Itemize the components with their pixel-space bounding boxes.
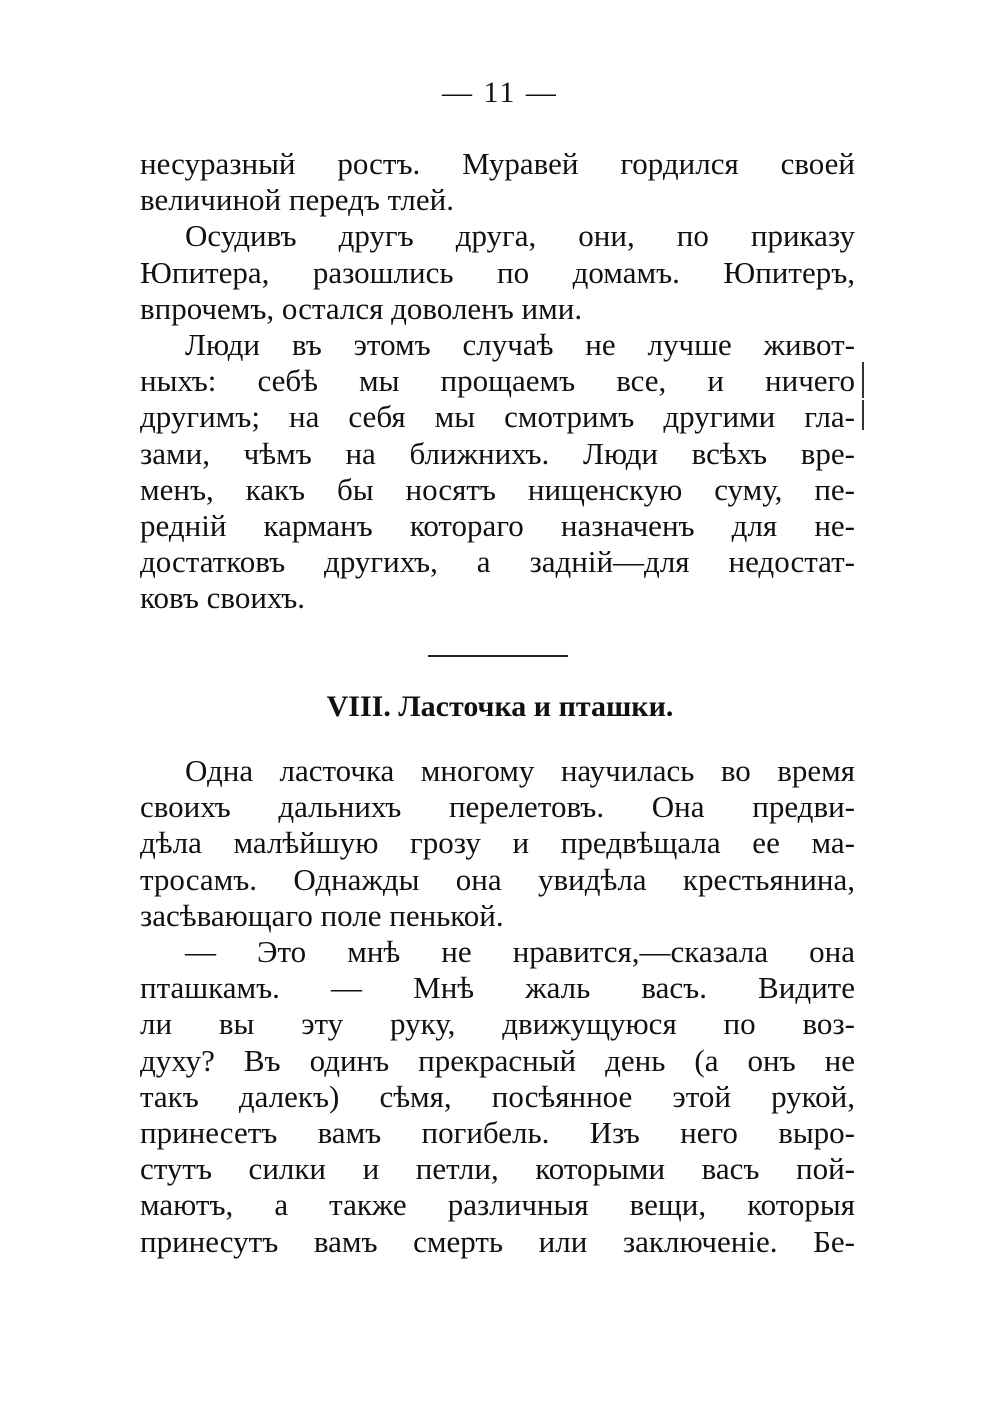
text-line: такъ далекъ) сѣмя, посѣянное этой рукой,	[140, 1078, 855, 1114]
text-line: — Это мнѣ не нравится,—сказала она	[185, 934, 855, 969]
text-line: стутъ силки и петли, которыми васъ пой-	[140, 1151, 855, 1187]
text-line: Юпитера, разошлись по домамъ. Юпитеръ,	[140, 254, 855, 290]
text-line: впрочемъ, остался доволенъ ими.	[140, 290, 583, 326]
text-line: тросамъ. Однажды она увидѣла крестьянина,	[140, 861, 855, 897]
text-line: Осудивъ другъ друга, они, по приказу	[185, 218, 855, 254]
text-line: духу? Въ одинъ прекрасный день (а онъ не	[140, 1042, 855, 1078]
text-line: менъ, какъ бы носятъ нищенскую суму, пе-	[140, 471, 855, 507]
text-line: Люди въ этомъ случаѣ не лучше живот-	[185, 327, 855, 362]
text-line: несуразный ростъ. Муравей гордился своей	[140, 146, 855, 181]
margin-mark	[862, 400, 864, 430]
text-line: величиной передъ тлей.	[140, 182, 454, 218]
text-line: ли вы эту руку, движущуюся по воз-	[140, 1006, 855, 1042]
text-line: ковъ своихъ.	[140, 580, 306, 616]
section-divider	[428, 655, 568, 657]
text-line: засѣвающаго поле пенькой.	[140, 897, 504, 933]
text-line: принесутъ вамъ смерть или заключеніе. Бе-	[140, 1223, 855, 1259]
text-line: редній карманъ котораго назначенъ для не-	[140, 508, 855, 543]
text-line: маютъ, а также различныя вещи, которыя	[140, 1187, 855, 1223]
text-line: ныхъ: себѣ мы прощаемъ все, и ничего	[140, 363, 855, 399]
margin-mark	[862, 362, 864, 398]
text-line: Одна ласточка многому научилась во время	[185, 753, 855, 788]
text-line: достатковъ другихъ, а задній—для недостат-	[140, 544, 855, 580]
text-line: другимъ; на себя мы смотримъ другими гла-	[140, 399, 855, 435]
text-line: зами, чѣмъ на ближнихъ. Люди всѣхъ вре-	[140, 435, 855, 471]
text-line: пташкамъ. — Мнѣ жаль васъ. Видите	[140, 970, 855, 1006]
section-heading: VIII. Ласточка и пташки.	[326, 690, 674, 723]
text-line: принесетъ вамъ погибель. Изъ него выро-	[140, 1115, 855, 1150]
text-line: своихъ дальнихъ перелетовъ. Она предви-	[140, 789, 855, 825]
text-line: дѣла малѣйшую грозу и предвѣщала ее ма-	[140, 825, 855, 861]
page-number: — 11 —	[442, 76, 558, 109]
